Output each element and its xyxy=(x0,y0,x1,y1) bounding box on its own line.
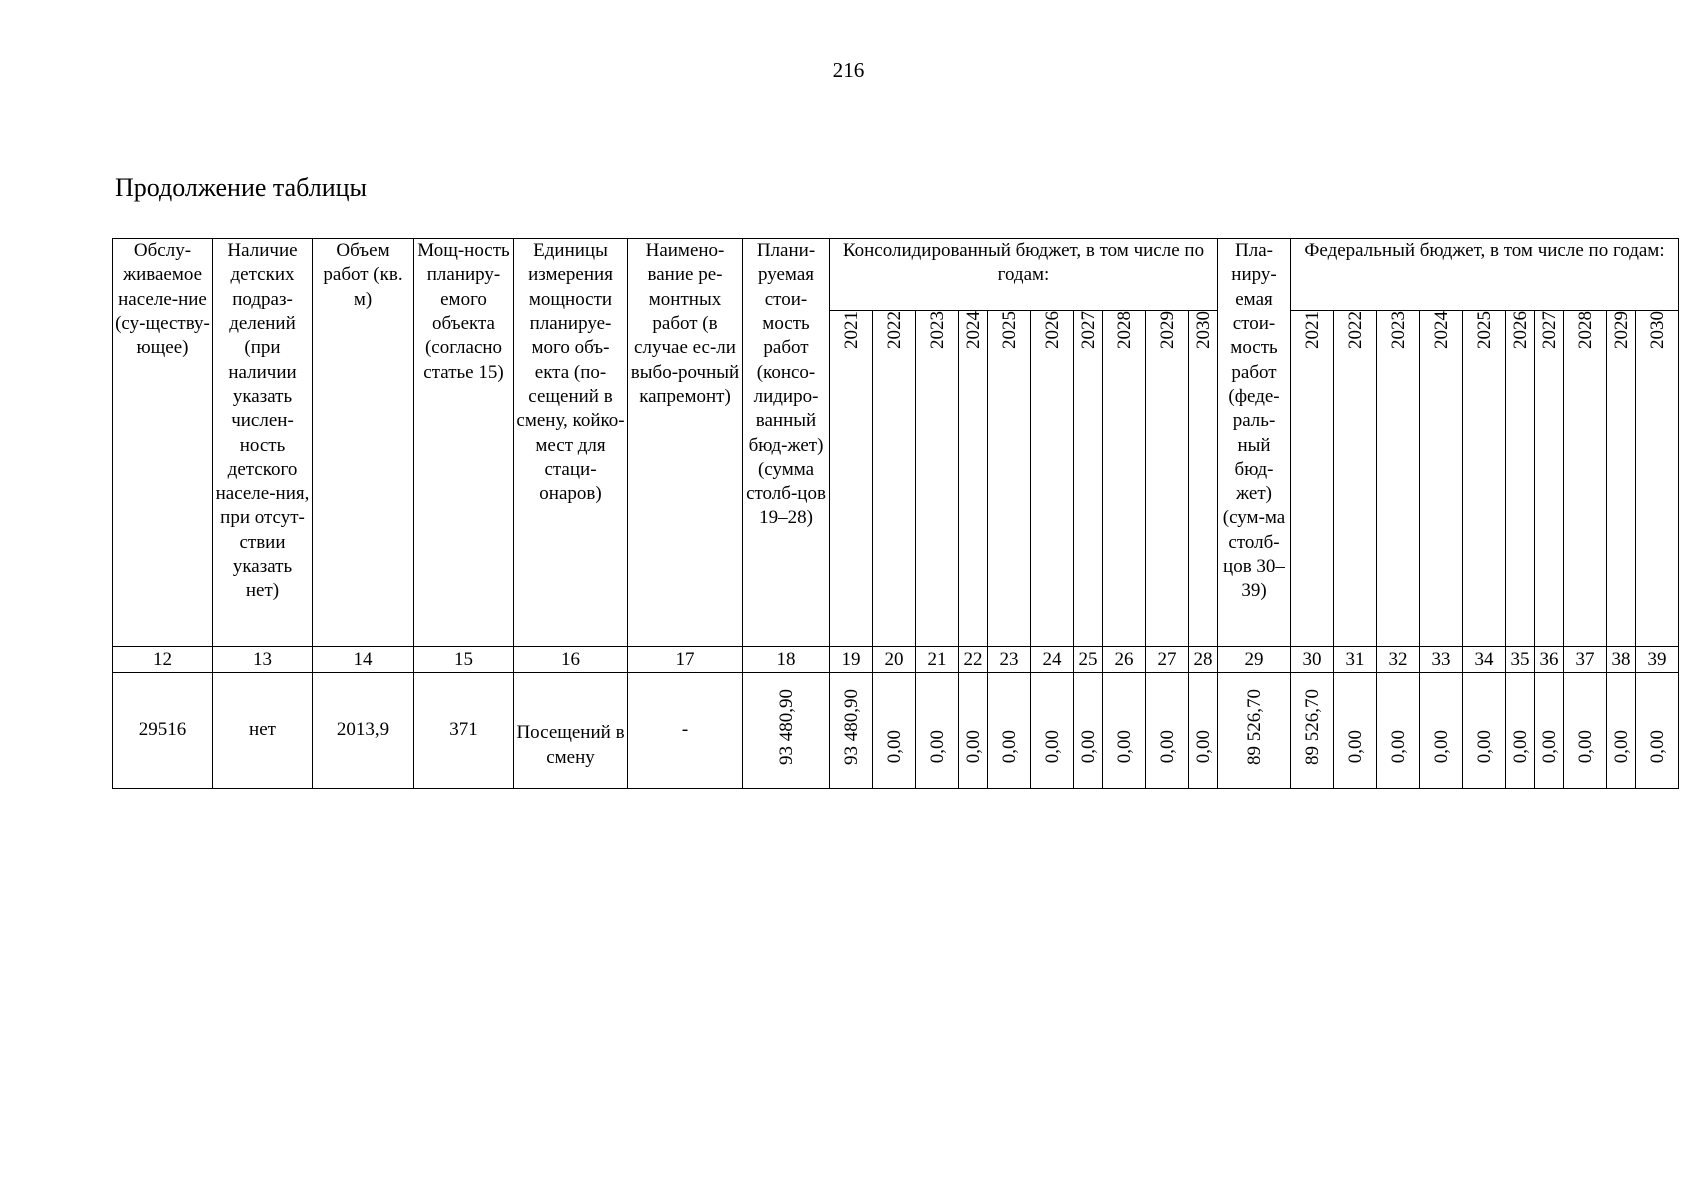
year-header-federal: 2021 xyxy=(1291,311,1334,647)
header-planned-consolidated: Плани-руемая стои-мость работ (консо-лидиро-ванный бюд-жет) (сумма столб-цов 19–28) xyxy=(743,239,830,647)
cell-units: Посещений в смену xyxy=(514,673,628,789)
cell-consolidated-year: 0,00 xyxy=(959,673,988,789)
column-number: 13 xyxy=(213,647,313,673)
column-number: 39 xyxy=(1636,647,1679,673)
column-number: 33 xyxy=(1420,647,1463,673)
column-number: 12 xyxy=(113,647,213,673)
column-number: 26 xyxy=(1103,647,1146,673)
cell-federal-year: 0,00 xyxy=(1607,673,1636,789)
year-header-consolidated: 2024 xyxy=(959,311,988,647)
column-number: 16 xyxy=(514,647,628,673)
budget-table xyxy=(112,238,1679,789)
cell-capacity: 371 xyxy=(414,673,514,789)
cell-federal-year: 0,00 xyxy=(1636,673,1679,789)
column-number: 15 xyxy=(414,647,514,673)
cell-federal-year: 0,00 xyxy=(1420,673,1463,789)
page-number: 216 xyxy=(832,58,865,83)
year-header-consolidated: 2026 xyxy=(1031,311,1074,647)
cell-planned-federal: 89 526,70 xyxy=(1218,673,1291,789)
column-number: 29 xyxy=(1218,647,1291,673)
year-header-federal: 2028 xyxy=(1564,311,1607,647)
header-volume: Объем работ (кв. м) xyxy=(313,239,414,647)
cell-consolidated-year: 0,00 xyxy=(916,673,959,789)
column-number: 36 xyxy=(1535,647,1564,673)
header-children: Наличие детских подраз-делений (при наличии указать числен-ность детского населе-ния, при отсут-ствии указать нет) xyxy=(213,239,313,647)
cell-consolidated-year: 0,00 xyxy=(1146,673,1189,789)
column-number: 24 xyxy=(1031,647,1074,673)
header-federal-group: Федеральный бюджет, в том числе по годам: xyxy=(1291,239,1679,311)
column-number: 17 xyxy=(628,647,743,673)
column-number-row xyxy=(113,647,1679,673)
column-number: 28 xyxy=(1189,647,1218,673)
column-number: 25 xyxy=(1074,647,1103,673)
cell-federal-year: 0,00 xyxy=(1564,673,1607,789)
column-number: 35 xyxy=(1506,647,1535,673)
year-header-consolidated: 2022 xyxy=(873,311,916,647)
column-number: 31 xyxy=(1334,647,1377,673)
cell-federal-year: 0,00 xyxy=(1377,673,1420,789)
header-units: Единицы измерения мощности планируе-мого объ-екта (по-сещений в смену, койко-мест для стаци-онаров) xyxy=(514,239,628,647)
year-header-consolidated: 2023 xyxy=(916,311,959,647)
cell-consolidated-year: 0,00 xyxy=(1074,673,1103,789)
cell-volume: 2013,9 xyxy=(313,673,414,789)
cell-consolidated-year: 93 480,90 xyxy=(830,673,873,789)
cell-federal-year: 89 526,70 xyxy=(1291,673,1334,789)
column-number: 20 xyxy=(873,647,916,673)
cell-population: 29516 xyxy=(113,673,213,789)
cell-consolidated-year: 0,00 xyxy=(1031,673,1074,789)
year-header-federal: 2022 xyxy=(1334,311,1377,647)
cell-consolidated-year: 0,00 xyxy=(988,673,1031,789)
column-number: 27 xyxy=(1146,647,1189,673)
header-planned-federal: Пла-ниру-емая стои-мость работ (феде-раль-ный бюд-жет) (сум-ма столб-цов 30–39) xyxy=(1218,239,1291,647)
column-number: 32 xyxy=(1377,647,1420,673)
year-header-consolidated: 2028 xyxy=(1103,311,1146,647)
year-header-federal: 2026 xyxy=(1506,311,1535,647)
year-header-federal: 2023 xyxy=(1377,311,1420,647)
column-number: 30 xyxy=(1291,647,1334,673)
column-number: 14 xyxy=(313,647,414,673)
cell-planned-consolidated: 93 480,90 xyxy=(743,673,830,789)
header-consolidated-group: Консолидированный бюджет, в том числе по годам: xyxy=(830,239,1218,311)
year-header-consolidated: 2029 xyxy=(1146,311,1189,647)
header-population: Обслу-живаемое населе-ние (су-ществу-ющее) xyxy=(113,239,213,647)
year-header-federal: 2030 xyxy=(1636,311,1679,647)
cell-federal-year: 0,00 xyxy=(1535,673,1564,789)
cell-federal-year: 0,00 xyxy=(1463,673,1506,789)
table-row xyxy=(113,673,1679,789)
year-header-consolidated: 2021 xyxy=(830,311,873,647)
year-header-federal: 2024 xyxy=(1420,311,1463,647)
cell-consolidated-year: 0,00 xyxy=(1103,673,1146,789)
cell-consolidated-year: 0,00 xyxy=(873,673,916,789)
cell-federal-year: 0,00 xyxy=(1334,673,1377,789)
year-header-consolidated: 2027 xyxy=(1074,311,1103,647)
cell-repair-name: - xyxy=(628,673,743,789)
column-number: 37 xyxy=(1564,647,1607,673)
header-repair-name: Наимено-вание ре-монтных работ (в случае ес-ли выбо-рочный капремонт) xyxy=(628,239,743,647)
year-header-federal: 2025 xyxy=(1463,311,1506,647)
column-number: 34 xyxy=(1463,647,1506,673)
column-number: 19 xyxy=(830,647,873,673)
cell-consolidated-year: 0,00 xyxy=(1189,673,1218,789)
table-caption: Продолжение таблицы xyxy=(115,173,367,202)
year-header-consolidated: 2030 xyxy=(1189,311,1218,647)
year-header-federal: 2027 xyxy=(1535,311,1564,647)
year-header-federal: 2029 xyxy=(1607,311,1636,647)
year-header-consolidated: 2025 xyxy=(988,311,1031,647)
column-number: 23 xyxy=(988,647,1031,673)
header-capacity: Мощ-ность планиру-емого объекта (согласно статье 15) xyxy=(414,239,514,647)
cell-children: нет xyxy=(213,673,313,789)
column-number: 21 xyxy=(916,647,959,673)
column-number: 18 xyxy=(743,647,830,673)
column-number: 38 xyxy=(1607,647,1636,673)
column-number: 22 xyxy=(959,647,988,673)
cell-federal-year: 0,00 xyxy=(1506,673,1535,789)
